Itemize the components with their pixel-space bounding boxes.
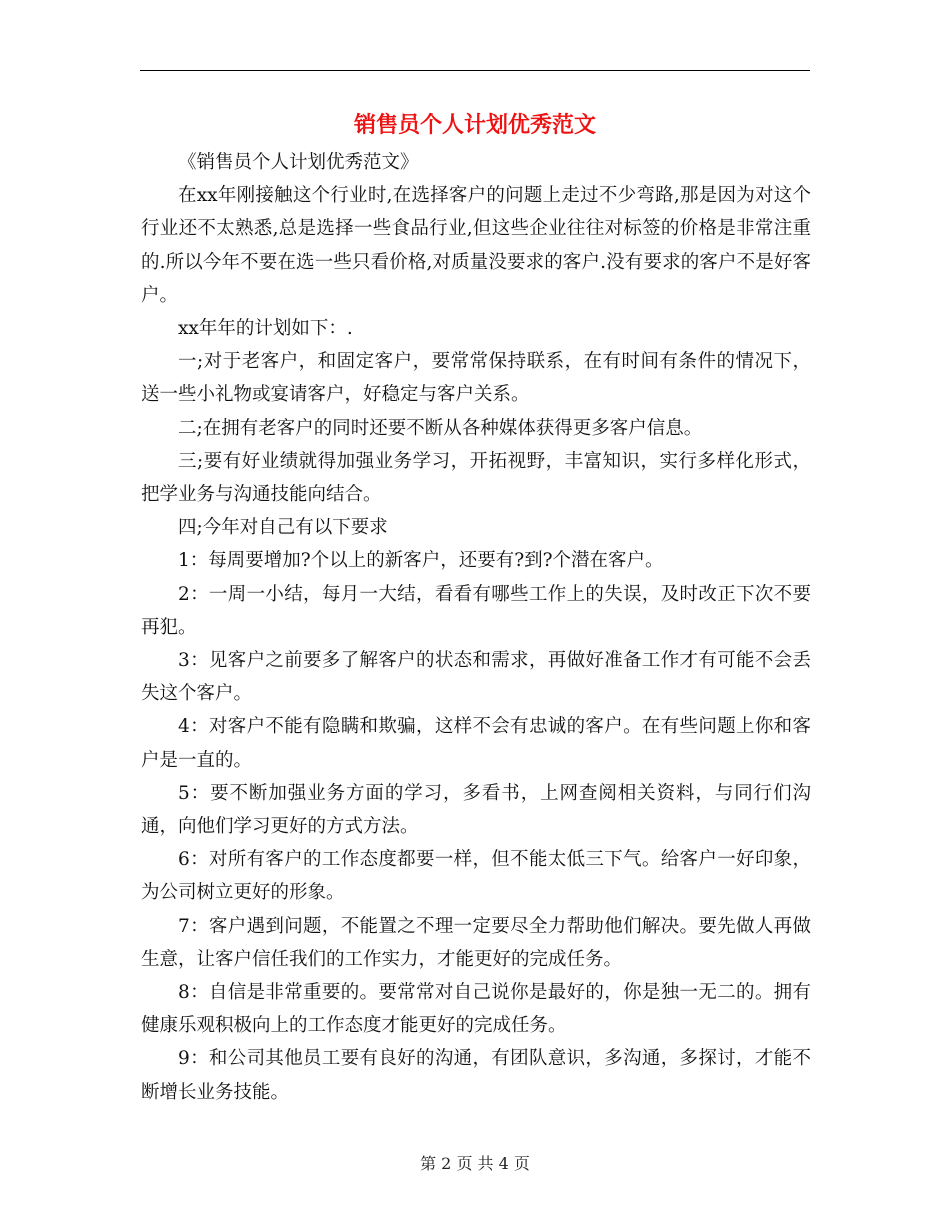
header-rule [140, 70, 810, 71]
requirement-4: 4：对客户不能有隐瞒和欺骗，这样不会有忠诚的客户。在有些问题上你和客户是一直的。 [141, 716, 811, 771]
plan-heading: xx年年的计划如下：. [178, 318, 353, 340]
plan-item-3: 三;要有好业绩就得加强业务学习，开拓视野，丰富知识，实行多样化形式，把学业务与沟通技能向结合。 [141, 450, 811, 506]
requirement-5: 5：要不断加强业务方面的学习，多看书，上网查阅相关资料，与同行们沟通，向他们学习更好的方式方法。 [141, 782, 811, 838]
subtitle-paragraph: 《销售员个人计划优秀范文》 [178, 152, 419, 173]
page-footer: 第 2 页 共 4 页 [420, 1154, 530, 1173]
document-body [141, 146, 811, 1109]
requirement-7: 7：客户遇到问题，不能置之不理一定要尽全力帮助他们解决。要先做人再做生意，让客户信任我们的工作实力，才能更好的完成任务。 [141, 915, 811, 970]
plan-item-2: 二;在拥有老客户的同时还要不断从各种媒体获得更多客户信息。 [178, 417, 703, 439]
plan-item-1: 一;对于老客户，和固定客户，要常常保持联系，在有时间有条件的情况下，送一些小礼物或宴请客户，好稳定与客户关系。 [141, 351, 811, 406]
requirement-3: 3：见客户之前要多了解客户的状态和需求，再做好准备工作才有可能不会丢失这个客户。 [141, 650, 811, 705]
requirement-8: 8：自信是非常重要的。要常常对自己说你是最好的，你是独一无二的。拥有健康乐观积极向上的工作态度才能更好的完成任务。 [141, 982, 811, 1037]
requirement-1: 1：每周要增加?个以上的新客户，还要有?到?个潜在客户。 [178, 550, 664, 572]
requirement-2: 2：一周一小结，每月一大结，看看有哪些工作上的失误，及时改正下次不要再犯。 [141, 583, 811, 638]
requirement-6: 6：对所有客户的工作态度都要一样，但不能太低三下气。给客户一好印象，为公司树立更好的形象。 [141, 849, 811, 904]
document-title: 销售员个人计划优秀范文 [353, 113, 596, 138]
plan-item-4: 四;今年对自己有以下要求 [178, 517, 388, 539]
intro-paragraph: 在xx年刚接触这个行业时,在选择客户的问题上走过不少弯路,那是因为对这个行业还不太熟悉,总是选择一些食品行业,但这些企业往往对标签的价格是非常注重的.所以今年不要在选一些只看价格,对质量没要求的客户.没有要求的客户不是好客户。 [141, 185, 811, 306]
requirement-9: 9：和公司其他员工要有良好的沟通，有团队意识，多沟通，多探讨，才能不断增长业务技能。 [141, 1048, 811, 1103]
